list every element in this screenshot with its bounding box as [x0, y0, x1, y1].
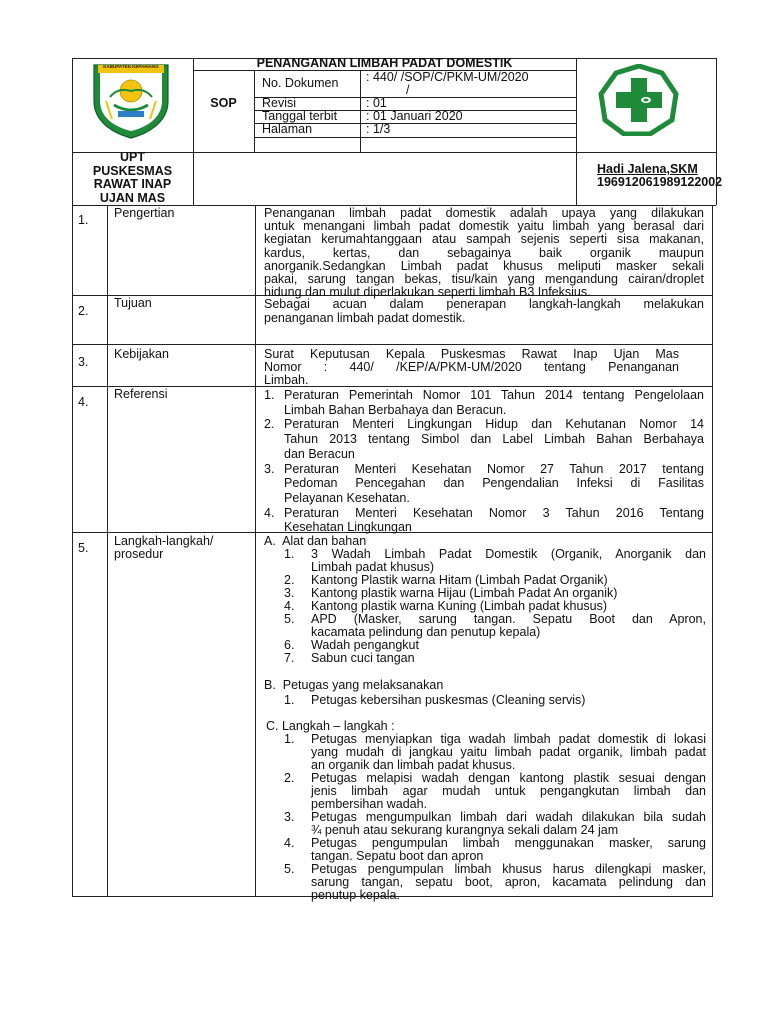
list-num: 1. [264, 388, 275, 402]
list-num: 2. [284, 771, 295, 785]
text-line: Petugas kebersihan puskesmas (Cleaning servis) [311, 693, 586, 707]
list-num: 4. [284, 836, 295, 850]
list-num: 5. [284, 612, 295, 626]
row-label-revisi: Revisi [262, 96, 297, 110]
text-line: Sabun cuci tangan [311, 651, 415, 665]
row-label-tanggal: Tanggal terbit [262, 109, 338, 123]
text-line: kegiatan kerumahtanggaan atau sampah sejenis seperti sisa makanan, [264, 232, 704, 247]
text-line: Kantong plastik warna Kuning (Limbah padat khusus) [311, 599, 608, 613]
list-item [284, 863, 706, 902]
text-line: dan Beracun [284, 446, 355, 461]
text-line: Limbah Bahan Berbahaya dan Beracun. [284, 402, 507, 417]
text-line: Peraturan Pemerintah Nomor 101 Tahun 2014 tentang Pengelolaan [284, 388, 704, 402]
list-item [284, 548, 706, 574]
text-line: Limbah padat khusus) [311, 560, 434, 574]
section-4-title: Referensi [114, 387, 168, 401]
section-2-title: Tujuan [114, 296, 152, 310]
text-line: anorganik.Sedangkan Limbah padat khusus meliputi masker sekali [264, 258, 704, 273]
logo-banner: KABUPATEN KEPAHIANG [103, 64, 159, 69]
section-1-body [264, 207, 704, 299]
text-line: Tahun 2013 tentang Simbol dan Label Limbah Bahan Berbahaya [284, 432, 704, 447]
section-4-list [264, 388, 704, 535]
text-line: penutup kepala. [311, 888, 400, 902]
group-b-heading: B. Petugas yang melaksanakan [264, 678, 444, 692]
text-line: penanganan limbah padat domestik. [264, 311, 466, 325]
list-num: 3. [284, 586, 295, 600]
text-line: pembersihan wadah. [311, 797, 428, 811]
text-line: Petugas menyiapkan tiga wadah limbah padat domestik di lokasi [311, 732, 706, 746]
text-line: Kantong Plastik warna Hitam (Limbah Padat Organik) [311, 573, 608, 587]
list-item [284, 733, 706, 772]
section-3-title: Kebijakan [114, 347, 169, 361]
text-line: 3 Wadah Limbah Padat Domestik (Organik, Anorganik dan [311, 547, 706, 561]
text-line: hidung dan mulut diperlakukan seperti limbah B3 Infeksius. [264, 285, 591, 300]
list-item [284, 772, 706, 811]
org-line-3: RAWAT INAP [93, 177, 172, 191]
text-line: Nomor : 440/ /KEP/A/PKM-UM/2020 tentang Penanganan [264, 360, 679, 375]
list-item [284, 837, 706, 863]
section-5-body [264, 535, 706, 902]
section-5-title-2: prosedur [114, 547, 164, 561]
text-line: Pelayanan Kesehatan. [284, 490, 410, 505]
text-line: kardus, kertas, dan sebagainya baik organik maupun [264, 245, 704, 260]
list-item [264, 388, 704, 417]
org-line-2: PUSKESMAS [92, 163, 173, 178]
list-num: 1. [284, 732, 295, 746]
section-4-num: 4. [78, 395, 89, 409]
list-item [264, 417, 704, 461]
list-num: 4. [284, 599, 295, 613]
list-num: 2. [264, 417, 275, 432]
list-num: 3. [284, 810, 295, 824]
text-line: ¾ penuh atau sekurang kurangnya sekali dalam 24 jam [311, 823, 619, 837]
puskesmas-logo-icon [598, 64, 680, 136]
section-1-num: 1. [78, 213, 89, 227]
text-line: Peraturan Menteri Lingkungan Hidup dan Kehutanan Nomor 14 [284, 417, 704, 432]
org-name [72, 151, 193, 205]
row-value-no-dokumen: : 440/ /SOP/C/PKM-UM/2020 [366, 70, 529, 84]
list-num: 5. [284, 862, 295, 876]
text-line: Surat Keputusan Kepala Puskesmas Rawat Inap Ujan Mas [264, 347, 679, 361]
section-2-num: 2. [78, 304, 89, 318]
list-item [264, 462, 704, 506]
text-line: untuk menangani limbah padat domestik yaitu limbah yang berasal dari [264, 219, 704, 234]
row-value-tanggal: : 01 Januari 2020 [366, 109, 463, 123]
list-num: 7. [284, 651, 295, 665]
signer-nip: 196912061989122002 [597, 175, 723, 189]
section-3-body [264, 348, 679, 388]
row-value-revisi: : 01 [366, 96, 387, 110]
list-item [284, 613, 706, 639]
text-line: sarung tangan, sepatu boot, apron, kacamata pelindung dan [311, 875, 706, 889]
text-line: Sebagai acuan dalam penerapan langkah-langkah melakukan [264, 297, 704, 311]
signer-name: Hadi Jalena,SKM [597, 162, 698, 176]
list-item [284, 811, 706, 837]
text-line: Kantong plastik warna Hijau (Limbah Padat An organik) [311, 586, 618, 600]
section-5-title-1: Langkah-langkah/ [114, 534, 214, 548]
list-num: 4. [264, 505, 275, 520]
group-a-heading: A. Alat dan bahan [264, 534, 367, 548]
kabupaten-logo-icon [88, 61, 174, 139]
text-line: Pedoman Pencegahan dan Pengendalian Infeksi di Fasilitas [284, 476, 704, 491]
text-line: Peraturan Menteri Kesehatan Nomor 27 Tahun 2017 tentang [284, 461, 704, 476]
row-value-no-dokumen-2: / [406, 83, 410, 97]
group-c-heading: C. Langkah – langkah : [266, 719, 395, 733]
text-line: Petugas pengumpulan limbah khusus harus dilengkapi masker, [311, 862, 706, 876]
document-title: PENANGANAN LIMBAH PADAT DOMESTIK [256, 56, 513, 70]
text-line: Penanganan limbah padat domestik adalah upaya yang dilakukan [264, 206, 704, 220]
list-num: 2. [284, 573, 295, 587]
org-line-1: UPT [120, 150, 145, 164]
text-line: jenis limbah agar mudah untuk pengangkutan limbah dan [311, 784, 706, 798]
row-label-halaman: Halaman [262, 122, 313, 136]
list-num: 3. [264, 461, 275, 476]
list-item [284, 694, 706, 707]
text-line: kacamata pelindung dan penutup kepala) [311, 625, 541, 639]
text-line: Petugas melapisi wadah dengan kantong plastik sesuai dengan [311, 771, 706, 785]
text-line: tangan. Sepatu boot dan apron [311, 849, 484, 863]
row-label-no-dokumen: No. Dokumen [262, 76, 339, 90]
section-5-num: 5. [78, 541, 89, 555]
text-line: Kesehatan Lingkungan [284, 520, 412, 535]
section-3-num: 3. [78, 355, 89, 369]
text-line: yang mudah di jangkau yaitu limbah padat organik, limbah padat [311, 745, 706, 759]
org-line-4: UJAN MAS [99, 190, 166, 205]
sop-label: SOP [210, 96, 237, 110]
section-1-title: Pengertian [114, 206, 175, 220]
list-num: 1. [284, 547, 295, 561]
list-item [264, 506, 704, 535]
text-line: Wadah pengangkut [311, 638, 419, 652]
list-item [284, 652, 706, 665]
text-line: Petugas pengumpulan limbah menggunakan masker, sarung [311, 836, 706, 850]
text-line: pakai, sarung tangan bekas, tisu/kain yang mengandung cairan/droplet [264, 272, 704, 287]
list-num: 1. [284, 693, 295, 707]
text-line: an organik dan limbah padat khusus. [311, 758, 516, 772]
section-2-body [264, 297, 704, 325]
text-line: Petugas mengumpulkan limbah dari wadah dilakukan bila sudah [311, 810, 706, 824]
row-value-halaman: : 1/3 [366, 122, 391, 136]
text-line: Limbah. [264, 373, 309, 388]
list-num: 6. [284, 638, 295, 652]
text-line: Peraturan Menteri Kesehatan Nomor 3 Tahun 2016 Tentang [284, 505, 704, 520]
text-line: APD (Masker, sarung tangan. Sepatu Boot dan Apron, [311, 612, 706, 626]
